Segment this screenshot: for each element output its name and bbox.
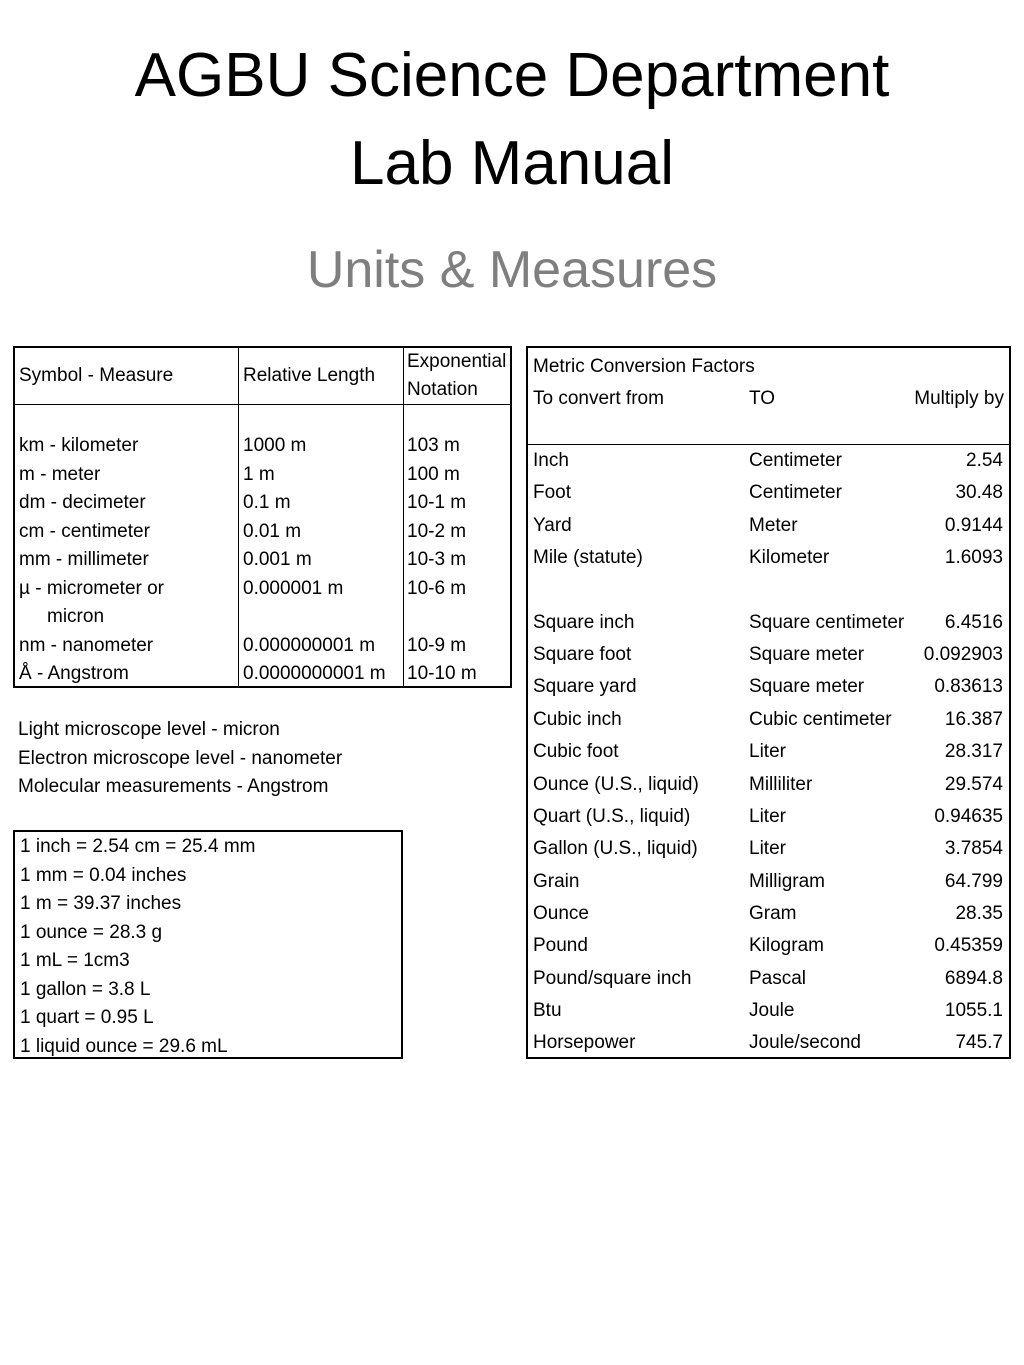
exponential-notation: 10-1 m [407, 492, 467, 513]
multiply-factor: 29.574 [944, 773, 1003, 795]
convert-to-unit: Square meter [749, 676, 865, 698]
header-divider [15, 404, 510, 405]
convert-from-unit: Quart (U.S., liquid) [533, 805, 691, 827]
length-symbol: m - meter [19, 463, 101, 485]
header-to: TO [749, 388, 776, 409]
convert-to-unit: Kilometer [749, 547, 830, 569]
convert-from-unit: Foot [533, 482, 572, 504]
convert-from-unit: Pound/square inch [533, 967, 692, 989]
column-divider [403, 348, 404, 686]
conversion-header [533, 351, 1003, 415]
header-exponential-line2: Notation [407, 379, 478, 400]
conversion-row [528, 671, 1009, 703]
relative-length: 1000 m [243, 435, 307, 456]
spacer [243, 603, 386, 632]
exponential-notation: 100 m [407, 463, 460, 485]
relative-length: 0.1 m [243, 492, 291, 513]
multiply-factor: 28.35 [955, 902, 1003, 924]
convert-to-unit: Joule [749, 999, 795, 1021]
convert-to-unit: Milliliter [749, 773, 813, 795]
conversion-row [528, 833, 1009, 865]
equivalent-line: 1 quart = 0.95 L [20, 1007, 154, 1028]
convert-from-unit: Square foot [533, 644, 632, 666]
length-symbol: nm - nanometer [19, 634, 154, 656]
relative-length: 0.01 m [243, 520, 302, 542]
header-exponential-notation [407, 348, 506, 404]
relative-length: 0.000000001 m [243, 634, 376, 656]
relative-length: 0.0000000001 m [243, 663, 386, 684]
conversion-row [528, 995, 1009, 1027]
length-symbol: dm - decimeter [19, 492, 146, 513]
convert-to-unit: Square meter [749, 644, 865, 666]
relative-column [243, 432, 386, 689]
unit-equivalents-box [13, 830, 403, 1059]
multiply-factor: 1.6093 [944, 547, 1003, 569]
convert-from-unit: Pound [533, 935, 588, 957]
multiply-factor: 64.799 [944, 870, 1003, 892]
relative-length: 0.001 m [243, 549, 312, 570]
exponential-notation: 10-10 m [407, 663, 477, 684]
exponential-notation: 10-2 m [407, 520, 467, 542]
conversion-row [528, 898, 1009, 930]
page-subtitle: Units & Measures [306, 241, 718, 299]
convert-from-unit: Square yard [533, 676, 637, 698]
symbol-column [19, 432, 164, 689]
metric-conversion-table [526, 346, 1011, 1059]
convert-to-unit: Liter [749, 805, 786, 827]
convert-from-unit: Horsepower [533, 1032, 636, 1054]
convert-from-unit: Cubic inch [533, 708, 622, 730]
multiply-factor: 30.48 [955, 482, 1003, 504]
conversion-row [528, 963, 1009, 995]
convert-to-unit: Gram [749, 902, 797, 924]
convert-from-unit: Btu [533, 999, 562, 1021]
column-divider [238, 348, 239, 686]
note-line: Electron microscope level - nanometer [18, 747, 343, 769]
relative-length: 0.000001 m [243, 577, 344, 599]
conversion-row [528, 607, 1009, 639]
header-relative-length: Relative Length [243, 364, 376, 386]
page-title [0, 32, 1024, 208]
length-units-table [13, 346, 512, 688]
exponential-notation: 10-9 m [407, 634, 467, 656]
exponential-column [407, 432, 477, 689]
convert-from-unit: Gallon (U.S., liquid) [533, 838, 698, 860]
header-multiply-by: Multiply by [914, 388, 1004, 409]
multiply-factor: 0.94635 [934, 805, 1003, 827]
multiply-factor: 1055.1 [944, 999, 1003, 1021]
convert-from-unit: Yard [533, 514, 572, 536]
conversion-row [528, 704, 1009, 736]
conversion-row [528, 1027, 1009, 1059]
microscope-notes [18, 716, 342, 802]
conversion-row [528, 510, 1009, 542]
convert-from-unit: Mile (statute) [533, 547, 643, 569]
exponential-notation: 10-6 m [407, 577, 467, 599]
conversion-title: Metric Conversion Factors [533, 356, 755, 377]
conversion-row [528, 542, 1009, 574]
length-symbol-continued: micron [47, 606, 105, 627]
convert-to-unit: Joule/second [749, 1032, 861, 1054]
header-exponential-line1: Exponential [407, 351, 507, 372]
header-symbol-measure: Symbol - Measure [19, 364, 174, 386]
convert-from-unit: Square inch [533, 611, 635, 633]
multiply-factor: 0.9144 [944, 514, 1003, 536]
equivalent-line: 1 ounce = 28.3 g [20, 921, 163, 943]
convert-from-unit: Inch [533, 450, 569, 471]
convert-to-unit: Cubic centimeter [749, 708, 892, 730]
header-convert-from: To convert from [533, 388, 664, 409]
conversion-row [528, 445, 1009, 477]
convert-to-unit: Kilogram [749, 935, 824, 957]
length-symbol: cm - centimeter [19, 520, 150, 542]
length-symbol: µ - micrometer or [19, 577, 165, 599]
multiply-factor: 6.4516 [944, 611, 1003, 633]
length-symbol: mm - millimeter [19, 549, 149, 570]
conversion-row [528, 801, 1009, 833]
conversion-column-headers [533, 383, 1003, 415]
convert-to-unit: Pascal [749, 967, 807, 989]
note-line: Molecular measurements - Angstrom [18, 776, 329, 797]
exponential-notation: 10-3 m [407, 549, 467, 570]
conversion-row [528, 477, 1009, 509]
multiply-factor: 0.83613 [934, 676, 1003, 698]
convert-to-unit: Centimeter [749, 450, 842, 471]
conversion-row [528, 769, 1009, 801]
multiply-factor: 0.092903 [923, 644, 1003, 666]
multiply-factor: 16.387 [944, 708, 1003, 730]
convert-to-unit: Meter [749, 514, 798, 536]
convert-to-unit: Liter [749, 741, 786, 763]
conversion-row [528, 930, 1009, 962]
convert-from-unit: Ounce (U.S., liquid) [533, 773, 699, 795]
convert-to-unit: Square centimeter [749, 611, 905, 633]
spacer [407, 603, 477, 632]
multiply-factor: 3.7854 [944, 838, 1003, 860]
equivalent-line: 1 liquid ounce = 29.6 mL [20, 1035, 228, 1057]
convert-to-unit: Milligram [749, 870, 825, 892]
equivalent-line: 1 mL = 1cm3 [20, 950, 130, 971]
convert-from-unit: Cubic foot [533, 741, 619, 763]
convert-from-unit: Grain [533, 870, 580, 892]
relative-length: 1 m [243, 463, 275, 485]
equivalent-line: 1 gallon = 3.8 L [20, 978, 151, 1000]
multiply-factor: 28.317 [944, 741, 1003, 763]
multiply-factor: 2.54 [966, 450, 1003, 471]
equivalent-line: 1 inch = 2.54 cm = 25.4 mm [20, 836, 256, 857]
multiply-factor: 0.45359 [934, 935, 1003, 957]
conversion-row [528, 736, 1009, 768]
equivalent-line: 1 m = 39.37 inches [20, 893, 182, 914]
conversion-row [528, 866, 1009, 898]
length-symbol: km - kilometer [19, 435, 139, 456]
conversion-row [528, 639, 1009, 671]
convert-to-unit: Centimeter [749, 482, 842, 504]
convert-to-unit: Liter [749, 838, 786, 860]
multiply-factor: 745.7 [955, 1032, 1003, 1054]
exponential-notation: 103 m [407, 435, 460, 456]
title-line-2: Lab Manual [349, 129, 675, 198]
multiply-factor: 6894.8 [944, 967, 1003, 989]
length-symbol: Å - Angstrom [19, 663, 129, 684]
convert-from-unit: Ounce [533, 902, 589, 924]
title-line-1: AGBU Science Department [134, 41, 890, 110]
note-line: Light microscope level - micron [18, 719, 280, 740]
equivalent-line: 1 mm = 0.04 inches [20, 864, 187, 886]
